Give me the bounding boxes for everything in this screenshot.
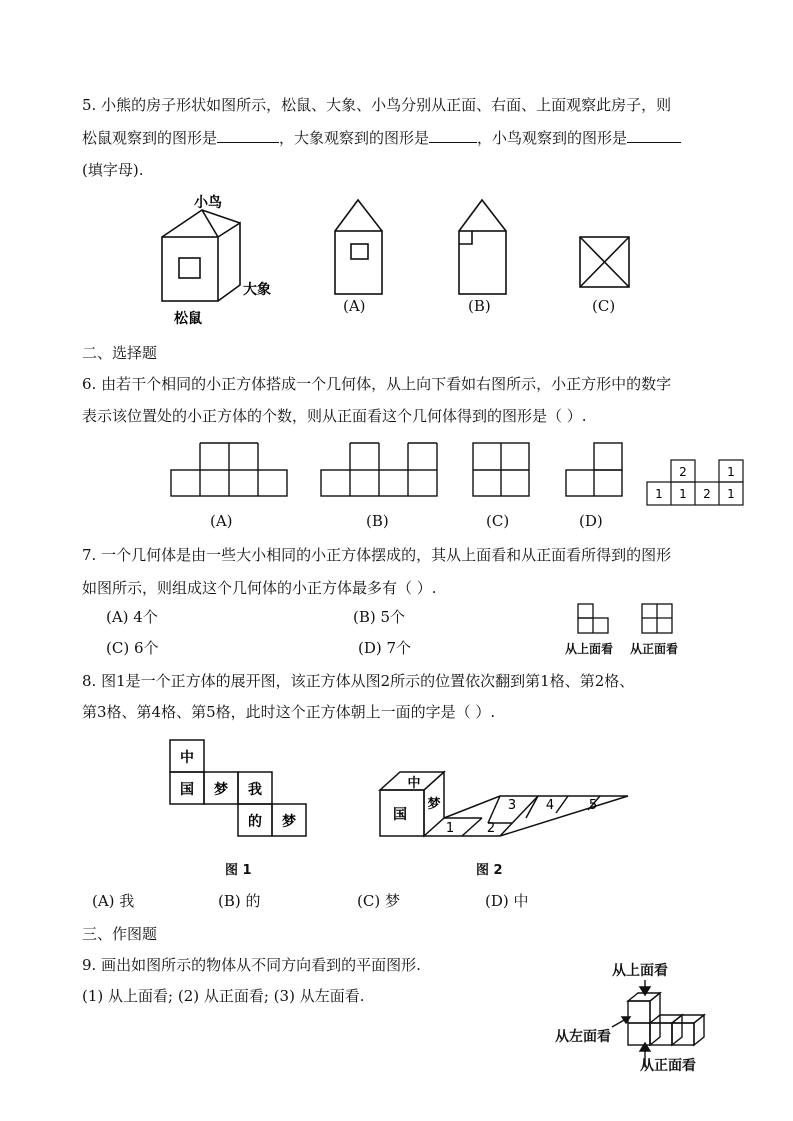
grid-cell-bottom-2: 1: [679, 487, 687, 501]
q5-blank-bird[interactable]: [627, 127, 681, 143]
cube-track-figure: [378, 768, 633, 843]
q6-line1: 6. 由若干个相同的小正方体搭成一个几何体，从上向下看如右图所示，小正方形中的数字: [82, 375, 672, 393]
q5-option-b-figure: [455, 196, 515, 296]
q6-option-a-label[interactable]: (A): [210, 512, 233, 530]
house-label-squirrel: 松鼠: [174, 311, 202, 327]
q6-line2: 表示该位置处的小正方体的个数，则从正面看这个几何体得到的图形是（ ）.: [82, 407, 587, 425]
net-cell-5: 的: [248, 814, 262, 830]
cube-face-side: 梦: [427, 797, 441, 812]
fig2-caption: 图 2: [476, 863, 503, 878]
cube-face-front: 国: [393, 807, 407, 823]
section-2-title: 二、选择题: [82, 344, 158, 362]
house-label-bird: 小鸟: [194, 195, 222, 211]
q5-text-a: 松鼠观察到的图形是: [82, 129, 218, 147]
q5-blank-squirrel[interactable]: [217, 127, 279, 143]
q9-solid-figure: [550, 975, 725, 1075]
q7-line2: 如图所示，则组成这个几何体的小正方体最多有（ ）.: [82, 579, 437, 597]
track-cell-1: 1: [445, 821, 455, 836]
q6-option-d-label[interactable]: (D): [579, 512, 603, 530]
track-cell-2: 2: [486, 821, 496, 836]
fig1-caption: 图 1: [225, 863, 252, 878]
q7-line1: 7. 一个几何体是由一些大小相同的小正方体摆成的，其从上面看和从正面看所得到的图形: [82, 546, 672, 564]
track-cell-5: 5: [588, 798, 598, 813]
net-cell-6: 梦: [282, 814, 296, 830]
net-cell-4: 我: [248, 782, 262, 798]
q7-front-view-figure: [640, 602, 680, 638]
net-cell-1: 中: [180, 750, 194, 766]
q7-option-d[interactable]: (D) 7个: [358, 639, 412, 657]
q9-label-top: 从上面看: [612, 963, 668, 979]
q8-line2: 第3格、第4格、第5格，此时这个正方体朝上一面的字是（ ）.: [82, 703, 496, 721]
q5-line3: (填字母).: [82, 161, 144, 179]
q6-option-b-label[interactable]: (B): [366, 512, 389, 530]
net-cell-3: 梦: [214, 782, 228, 798]
grid-cell-top-1: 2: [679, 465, 687, 479]
q9-label-front: 从正面看: [640, 1058, 696, 1074]
q8-option-d[interactable]: (D) 中: [485, 892, 529, 910]
grid-cell-bottom-3: 2: [703, 487, 711, 501]
grid-cell-bottom-1: 1: [655, 487, 663, 501]
q6-option-c-label[interactable]: (C): [486, 512, 510, 530]
grid-cell-top-2: 1: [727, 465, 735, 479]
q8-option-a[interactable]: (A) 我: [92, 892, 135, 910]
q7-label-front: 从正面看: [630, 642, 679, 656]
q5-text-c: ，小鸟观察到的图形是: [477, 129, 628, 147]
q7-label-top: 从上面看: [565, 642, 614, 656]
q5-option-a-figure: [330, 196, 390, 296]
q5-line2: [82, 127, 681, 149]
q6-option-b-figure: [318, 440, 448, 500]
cube-face-top: 中: [407, 776, 421, 791]
q7-top-view-figure: [576, 602, 616, 638]
q5-line1: 5. 小熊的房子形状如图所示，松鼠、大象、小鸟分别从正面、右面、上面观察此房子，则: [82, 96, 672, 114]
q8-option-c[interactable]: (C) 梦: [357, 892, 400, 910]
q6-top-view-grid: [645, 458, 755, 508]
track-cell-4: 4: [545, 798, 555, 813]
q5-option-a-label[interactable]: (A): [343, 297, 366, 315]
cube-net-figure: [168, 738, 318, 843]
q7-option-a[interactable]: (A) 4个: [106, 608, 158, 626]
q6-option-c-figure: [470, 440, 540, 500]
q6-option-a-figure: [168, 440, 298, 500]
section-3-title: 三、作图题: [82, 925, 158, 943]
q5-option-b-label[interactable]: (B): [468, 297, 491, 315]
q9-line2: (1) 从上面看; (2) 从正面看; (3) 从左面看.: [82, 987, 365, 1005]
q6-option-d-figure: [563, 440, 633, 500]
grid-cell-bottom-4: 1: [727, 487, 735, 501]
net-cell-2: 国: [180, 782, 194, 798]
q5-option-c-figure: [578, 235, 633, 290]
q7-option-b[interactable]: (B) 5个: [353, 608, 406, 626]
house-label-elephant: 大象: [243, 282, 271, 298]
track-cell-3: 3: [507, 798, 517, 813]
q8-line1: 8. 图1是一个正方体的展开图，该正方体从图2所示的位置依次翻到第1格、第2格、: [82, 672, 635, 690]
q5-option-c-label[interactable]: (C): [592, 297, 616, 315]
q9-line1: 9. 画出如图所示的物体从不同方向看到的平面图形.: [82, 956, 421, 974]
q7-option-c[interactable]: (C) 6个: [106, 639, 159, 657]
q9-label-left: 从左面看: [555, 1029, 611, 1045]
house-figure: [150, 190, 290, 330]
q5-text-b: ，大象观察到的图形是: [279, 129, 430, 147]
q8-option-b[interactable]: (B) 的: [218, 892, 261, 910]
q5-blank-elephant[interactable]: [429, 127, 477, 143]
